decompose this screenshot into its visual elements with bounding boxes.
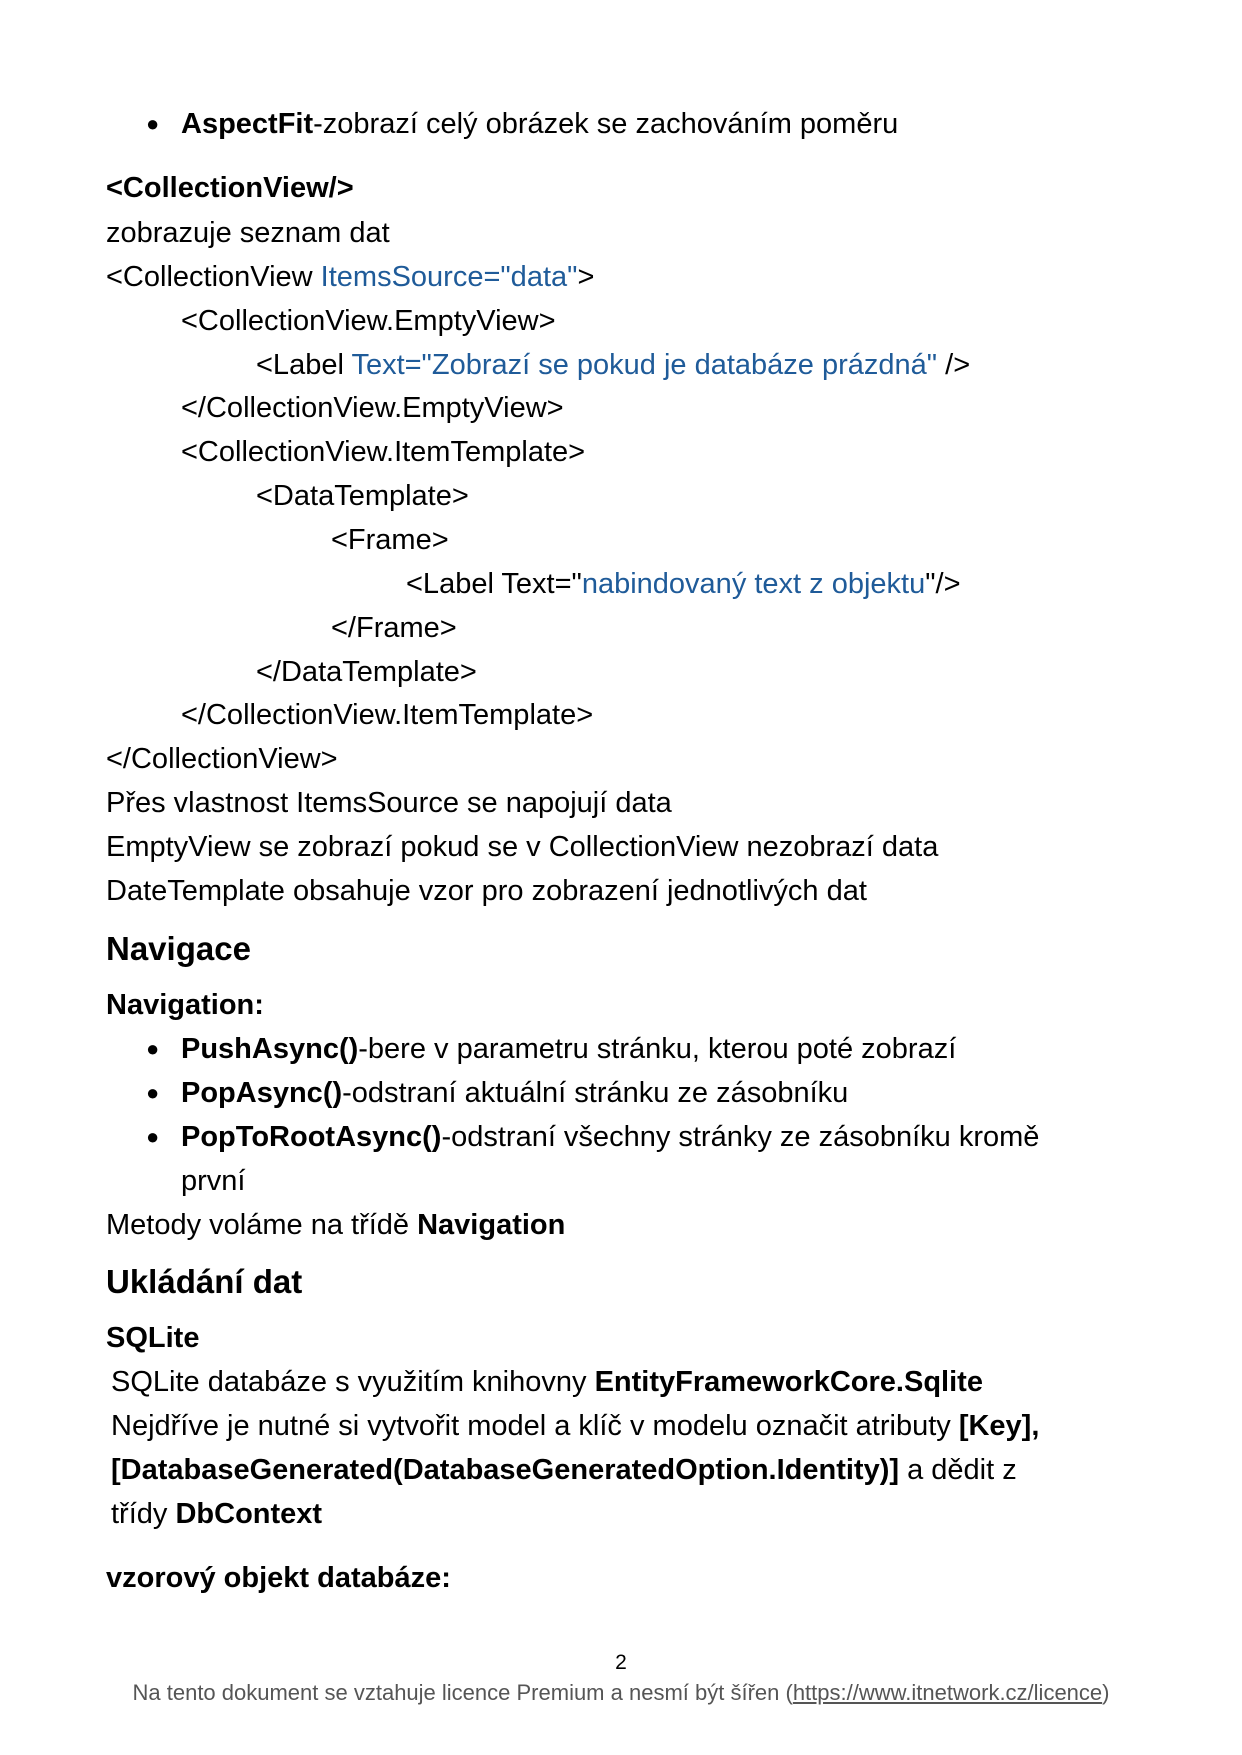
list-item	[181, 106, 898, 142]
license-link[interactable]: https://www.itnetwork.cz/licence	[792, 1680, 1103, 1705]
code-line	[406, 566, 961, 602]
license-footer	[0, 1679, 1242, 1707]
paragraph: EmptyView se zobrazí pokud se v CollectionView nezobrazí data	[106, 831, 939, 863]
subsection-heading: vzorový objekt databáze:	[106, 1562, 451, 1594]
page-number: 2	[615, 1651, 627, 1674]
paragraph: DateTemplate obsahuje vzor pro zobrazení jednotlivých dat	[106, 875, 867, 907]
footer-text: )	[1102, 1680, 1110, 1705]
code-line: <Frame>	[331, 524, 449, 556]
term-description: -odstraní aktuální stránku ze zásobníku	[342, 1077, 849, 1109]
bullet-icon: ●	[146, 1080, 160, 1105]
paragraph	[111, 1496, 322, 1532]
emphasis: [Key],	[958, 1410, 1040, 1442]
paragraph: zobrazuje seznam dat	[106, 217, 390, 249]
footer-text: Na tento dokument se vztahuje licence Premium a nesmí být šířen (	[132, 1680, 793, 1705]
code-text: <Label Text="	[406, 568, 582, 600]
paragraph-text: SQLite databáze s využitím knihovny	[111, 1366, 595, 1398]
paragraph-text: třídy	[111, 1498, 176, 1530]
code-text: <CollectionView	[106, 261, 321, 293]
section-heading: <CollectionView/>	[106, 172, 354, 204]
list-item	[181, 1075, 848, 1111]
code-line: </CollectionView.ItemTemplate>	[181, 699, 594, 731]
paragraph	[111, 1408, 1039, 1444]
paragraph-text: a dědit z	[899, 1454, 1017, 1486]
code-line: </CollectionView.EmptyView>	[181, 392, 564, 424]
code-attribute: ItemsSource="data"	[320, 261, 578, 293]
code-attribute: Text="Zobrazí se pokud je databáze prázdná"	[351, 349, 938, 381]
code-line	[256, 347, 970, 383]
subsection-heading: SQLite	[106, 1322, 200, 1354]
emphasis: Navigation	[417, 1209, 566, 1241]
term-description: -bere v parametru stránku, kterou poté zobrazí	[358, 1033, 957, 1065]
code-line	[106, 259, 594, 295]
paragraph-text: Metody voláme na třídě	[106, 1209, 418, 1241]
list-item	[181, 1119, 1039, 1155]
paragraph	[106, 1207, 565, 1243]
code-line: </CollectionView>	[106, 743, 338, 775]
bullet-icon: ●	[146, 111, 160, 136]
bullet-icon: ●	[146, 1036, 160, 1061]
code-line: <CollectionView.EmptyView>	[181, 305, 556, 337]
term: PopToRootAsync()	[181, 1121, 442, 1153]
code-text: >	[577, 261, 595, 293]
code-text: />	[937, 349, 971, 381]
paragraph: Přes vlastnost ItemsSource se napojují data	[106, 787, 672, 819]
emphasis: [DatabaseGenerated(DatabaseGeneratedOption.Identity)]	[111, 1454, 900, 1486]
code-line: </Frame>	[331, 612, 457, 644]
code-line: </DataTemplate>	[256, 656, 477, 688]
bullet-icon: ●	[146, 1124, 160, 1149]
term-description: -odstraní všechny stránky ze zásobníku kromě	[441, 1121, 1040, 1153]
paragraph	[111, 1364, 983, 1400]
term-description: -zobrazí celý obrázek se zachováním poměru	[313, 108, 899, 140]
section-heading: Navigace	[106, 930, 251, 967]
paragraph-text: Nejdříve je nutné si vytvořit model a klíč v modelu označit atributy	[111, 1410, 959, 1442]
code-text: <Label	[256, 349, 352, 381]
section-heading: Ukládání dat	[106, 1263, 303, 1300]
code-text: "/>	[925, 568, 961, 600]
list-item	[181, 1031, 956, 1067]
code-line: <DataTemplate>	[256, 480, 469, 512]
code-attribute: nabindovaný text z objektu	[581, 568, 926, 600]
paragraph	[111, 1452, 1017, 1488]
term: AspectFit	[181, 108, 314, 140]
subsection-heading: Navigation:	[106, 989, 264, 1021]
emphasis: EntityFrameworkCore.Sqlite	[594, 1366, 983, 1398]
term: PushAsync()	[181, 1033, 359, 1065]
code-line: <CollectionView.ItemTemplate>	[181, 436, 586, 468]
term: PopAsync()	[181, 1077, 343, 1109]
list-item-continuation: první	[181, 1165, 246, 1197]
emphasis: DbContext	[175, 1498, 323, 1530]
